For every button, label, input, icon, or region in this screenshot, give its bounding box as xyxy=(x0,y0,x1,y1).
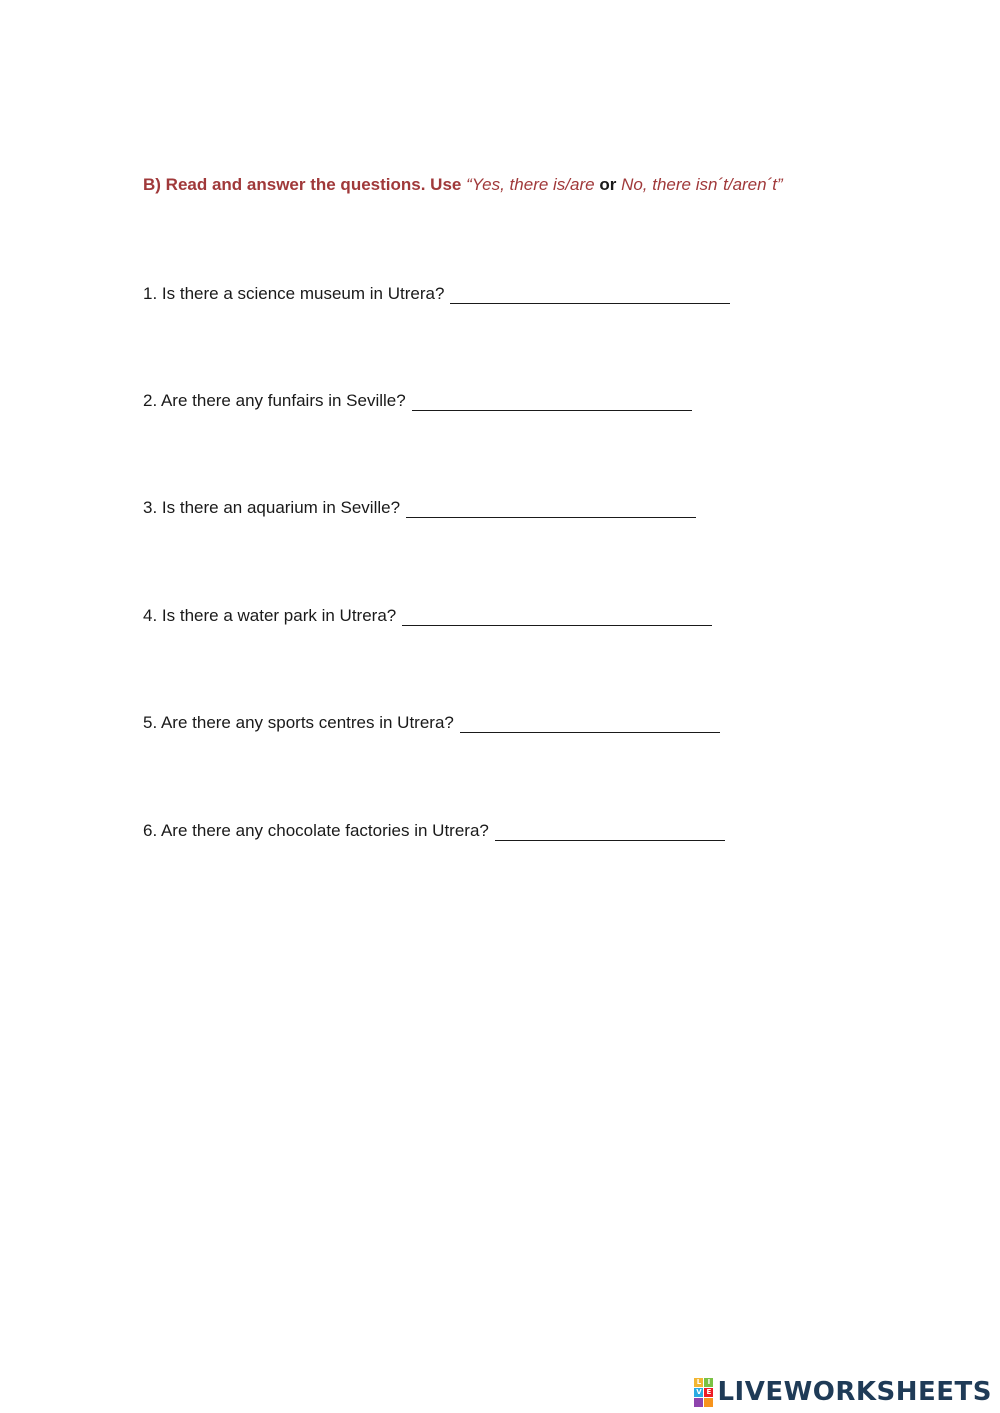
question-6-text: 6. Are there any chocolate factories in Utrera? xyxy=(143,821,489,840)
question-5-answer-input[interactable] xyxy=(460,716,720,733)
instruction-connector: or xyxy=(599,175,617,194)
question-1-text: 1. Is there a science museum in Utrera? xyxy=(143,284,445,303)
logo-tile: E xyxy=(704,1388,713,1397)
question-2-text: 2. Are there any funfairs in Seville? xyxy=(143,391,406,410)
question-1-answer-input[interactable] xyxy=(450,287,730,304)
logo-tile: V xyxy=(696,1387,702,1396)
question-6 xyxy=(143,820,725,842)
question-5-text: 5. Are there any sports centres in Utrera? xyxy=(143,713,454,732)
logo-tile: L xyxy=(694,1378,703,1387)
question-4-answer-input[interactable] xyxy=(402,609,712,626)
question-4-text: 4. Is there a water park in Utrera? xyxy=(143,606,397,625)
instruction-label: B) Read and answer the questions. Use xyxy=(143,175,462,194)
question-1 xyxy=(143,283,730,305)
logo-tile xyxy=(704,1398,713,1407)
question-5 xyxy=(143,712,720,734)
question-2 xyxy=(143,390,692,412)
question-4 xyxy=(143,605,712,627)
question-3-text: 3. Is there an aquarium in Seville? xyxy=(143,498,401,517)
question-2-answer-input[interactable] xyxy=(412,394,692,411)
question-6-answer-input[interactable] xyxy=(495,824,725,841)
logo-tile xyxy=(694,1398,703,1407)
instruction-option-two: No, there isn´t/aren´t” xyxy=(621,175,783,194)
logo-tile: I xyxy=(704,1378,713,1387)
brand-name: LIVEWORKSHEETS xyxy=(717,1377,992,1407)
liveworksheets-brand xyxy=(694,1377,992,1407)
instruction-option-one: “Yes, there is/are xyxy=(466,175,595,194)
instruction-heading xyxy=(143,174,783,196)
question-3-answer-input[interactable] xyxy=(406,501,696,518)
question-3 xyxy=(143,497,696,519)
liveworksheets-logo-icon xyxy=(694,1378,713,1407)
